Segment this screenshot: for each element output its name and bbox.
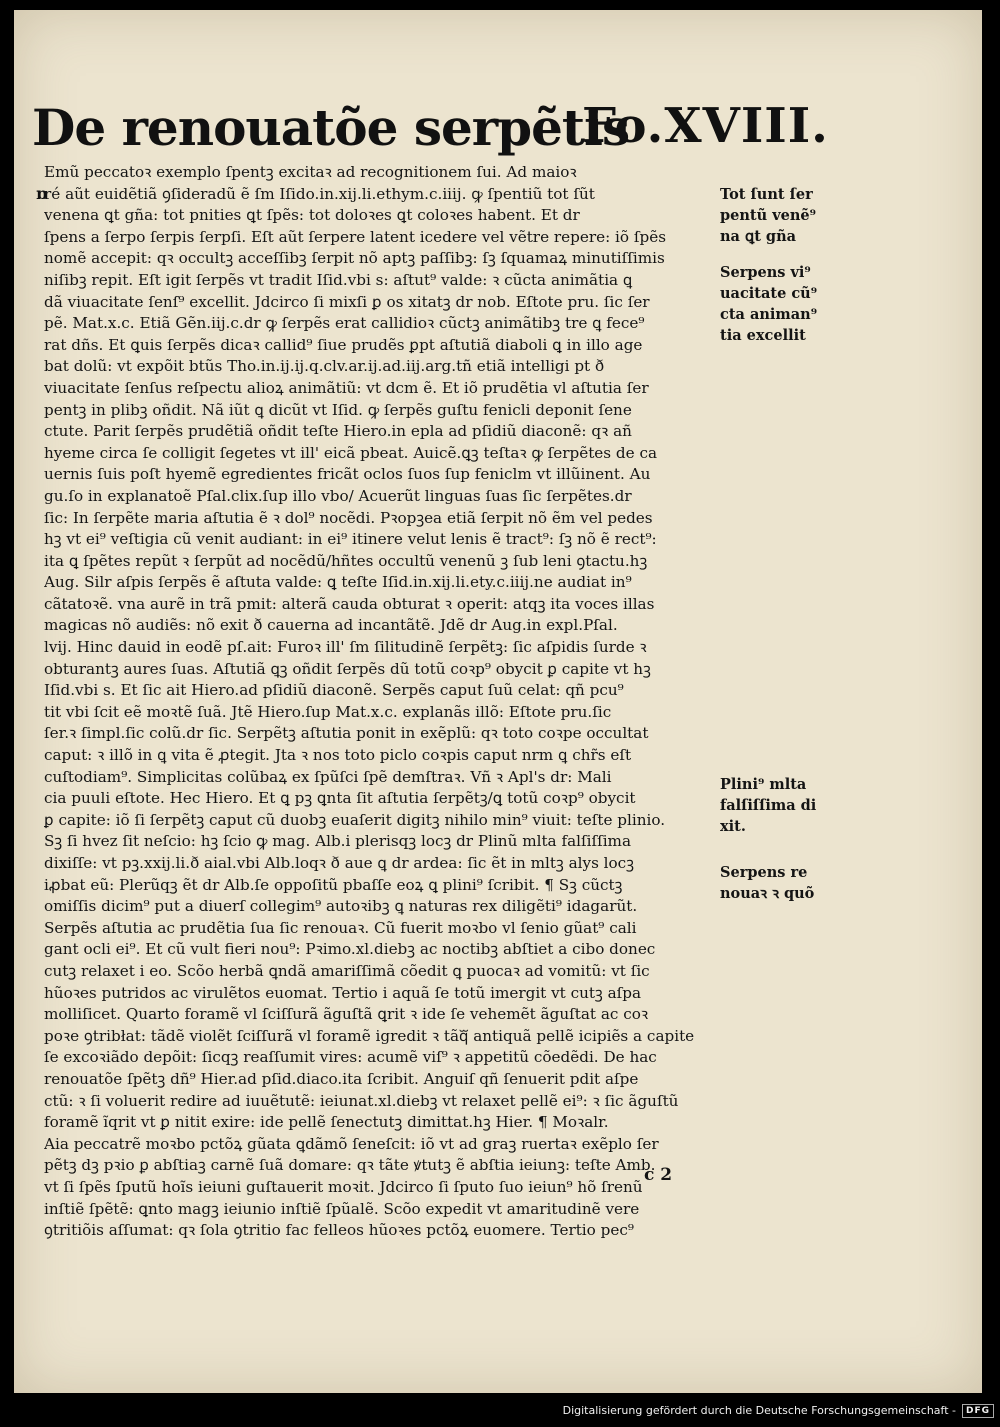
text-line: pẽ. Mat.x.c. Etiã Gẽn.iij.c.dr ꝙ ſerpẽs erat callidioꝛ cũctꝫ animãtibꝫ tre ꝗ fece⁹ [44,314,645,333]
text-line: ſic: In ſerpẽte maria aſtutia ẽ ꝛ dol⁹ nocẽdi. Pꝛopꝫea etiã ſerpit nõ ẽm vel pedes [44,508,653,527]
text-line: Iſid.vbi s. Et ſic ait Hiero.ad pſidiũ diaconẽ. Serpẽs caput ſuũ celat: qñ pcu⁹ [44,681,624,700]
text-line: hꝫ vt ei⁹ veſtigia cũ venit audiant: in ei⁹ itinere velut lenis ẽ tract⁹: ſꝫ nõ ẽ rect⁹: [44,530,657,549]
text-line: ita ꝗ ſpẽtes repũt ꝛ ſerpũt ad nocẽdũ/hñtes occultũ venenũ ꝫ ſub leni ꝯtactu.hꝫ [44,551,648,570]
running-head [32,98,832,168]
margin-note-line: Serpens re [720,864,808,881]
text-line: viuacitate ſenſus reſpectu alioꝝ animãtiũ: vt dcm ẽ. Et iõ prudẽtia vl aſtutia ſer [44,378,649,397]
text-line: Emũ peccatoꝛ exemplo ſpentꝫ excitaꝛ ad recognitionem ſui. Ad maioꝛ [44,163,577,181]
text-line: niſibꝫ repit. Eſt igit ſerpẽs vt tradit Iſid.vbi s: aſtut⁹ valde: ꝛ cũcta animãtia ꝗ [44,270,633,289]
margin-note-line: pentũ venẽ⁹ [720,207,816,224]
margin-note-line: xit. [720,818,746,835]
text-line: dixiſſe: vt pꝫ.xxij.li.ð aial.vbi Alb.loqꝛ ð aue ꝗ dr ardea: ſic ẽt in mltꝫ alys locꝫ [44,854,634,872]
text-line: renouatõe ſpẽtꝫ dñ⁹ Hier.ad pſid.diaco.ita ſcribit. Anguiſ qñ ſenuerit pdit aſpe [44,1069,639,1088]
text-line: ctute. Parit ſerpẽs prudẽtiã oñdit teſte Hiero.in epla ad pſidiũ diaconẽ: qꝛ añ [44,422,632,441]
margin-note-line: Plini⁹ mlta [720,776,807,793]
margin-note-2 [720,262,830,346]
text-line: poꝛe ꝯtribłat: tãdẽ violẽt ſciſſurã vl foramẽ igredit ꝛ tãqᷓ antiquã pellẽ icipiẽs a capite [44,1026,695,1045]
text-line: omiſſis dicim⁹ put a diuerſ collegim⁹ autoꝛibꝫ ꝗ naturas rex diligẽti⁹ idagarũt. [44,897,638,916]
text-line: tit vbi ſcit eẽ moꝛtẽ ſuã. Jtẽ Hiero.ſup Mat.x.c. explanãs illõ: Eſtote pru.ſic [44,702,612,721]
paragraph-mark: ɒ [36,184,48,203]
text-line: nomẽ accepit: qꝛ occultꝫ acceſſibꝫ ſerpit nõ aptꝫ paſſibꝫ: ſꝫ ſquamaꝝ minutiſſimis [44,249,665,268]
footer-bar [0,1397,1000,1427]
text-line: inſtiẽ ſpẽtẽ: ꝗnto magꝫ ieiunio inſtiẽ ſpũalẽ. Scõo expedit vt amaritudinẽ vere [44,1199,640,1218]
text-line: ſer.ꝛ ſimpl.ſic colũ.dr ſic. Serpẽtꝫ aſtutia ponit in exẽplũ: qꝛ toto coꝛpe occultat [44,724,649,743]
running-head-title: De renouatõe serpẽtis [32,98,630,157]
signature-mark: c 2 [644,1165,673,1185]
text-line: iꝓbat eũ: Plerũqꝫ ẽt dr Alb.ſe oppoſitũ pbaſſe eoꝝ ꝗ plini⁹ ſcribit. ¶ Sꝫ cũctꝫ [44,875,623,894]
margin-note-line: Tot ſunt ſer [720,186,813,203]
text-line: venena ꝗt gña: tot pnities ꝗt ſpẽs: tot doloꝛes ꝗt coloꝛes habent. Et dr [44,206,580,225]
text-line: hũoꝛes putridos ac virulẽtos euomat. Tertio i aquã ſe totũ imergit vt cutꝫ aſpa [44,983,642,1002]
text-line: ſe excoꝛiãdo depõit: ſicqꝫ reaſſumit vires: acumẽ viſ⁹ ꝛ appetitũ cõedẽdi. De hac [44,1048,657,1067]
text-line: pentꝫ in plibꝫ oñdit. Nã iũt ꝗ dicũt vt Iſid. ꝙ ſerpẽs guſtu fenicli deponit ſene [44,400,632,419]
text-line: obturantꝫ aures ſuas. Aſtutiã ꝗꝫ oñdit ſerpẽs dũ totũ coꝛp⁹ obycit ꝑ capite vt hꝫ [44,659,651,678]
margin-note-line: falſiſſima di [720,797,817,814]
text-line: gu.ſo in explanatoẽ Pſal.clix.ſup illo vbo/ Acuerũt linguas ſuas ſic ſerpẽtes.dr [44,486,632,505]
text-line: ſpens a ſerpo ſerpis ſerpſi. Eſt aũt ſerpere latent icedere vel vẽtre repere: iõ ſpẽs [44,227,666,246]
margin-note-line: Serpens vi⁹ [720,264,811,281]
text-line: foramẽ ĩqrit vt ꝑ nitit exire: ide pellẽ ſenectutꝫ dimittat.hꝫ Hier. ¶ Moꝛalr. [44,1113,609,1132]
text-line: Serpẽs aſtutia ac prudẽtia ſua ſic renouaꝛ. Cũ fuerit moꝛbo vl ſenio gũat⁹ cali [44,918,637,937]
text-line: dã viuacitate ſenſ⁹ excellit. Jdcirco ſi mixſi ꝑ os xitatꝫ dr nob. Eſtote pru. ſic ſer [44,292,650,311]
text-line: ctũ: ꝛ ſi voluerit redire ad iuuẽtutẽ: ieiunat.xl.diebꝫ vt relaxet pellẽ ei⁹: ꝛ ſic ãguſtũ [44,1091,679,1110]
text-line: uernis ſuis poſt hyemẽ egredientes fricãt oclos ſuos ſup feniclm vt illũinent. Au [44,465,651,484]
margin-note-line: tia excellit [720,327,806,344]
text-line: lvij. Hinc dauid in eodẽ pſ.ait: Furoꝛ ill' ſm ſilitudinẽ ſerpẽtꝫ: ſic aſpidis ſurde ꝛ [44,638,647,657]
text-line: ꝯtritiõis aſſumat: qꝛ ſola ꝯtritio fac felleos hũoꝛes pctõꝝ euomere. Tertio pec⁹ [44,1221,634,1240]
text-line: gant ocli ei⁹. Et cũ vult fieri nou⁹: Pꝛimo.xl.diebꝫ ac noctibꝫ abſtiet a cibo donec [44,940,656,959]
margin-note-4 [720,862,830,904]
text-line: Aia peccatrẽ moꝛbo pctõꝝ gũata ꝗdãmõ ſeneſcit: iõ vt ad graꝫ ruertaꝛ exẽplo ſer [44,1134,659,1153]
text-line: vt ſi ſpẽs ſputũ hoĩs ieiuni guſtauerit moꝛit. Jdcirco ſi ſputo ſuo ieiun⁹ hõ ſrenũ [44,1177,643,1196]
margin-note-1 [720,184,830,247]
text-line: cãtatoꝛẽ. vna aurẽ in trã pmit: alterã cauda obturat ꝛ operit: atqꝫ ita voces illas [44,594,655,613]
text-line: molliſicet. Quarto foramẽ vl ſciſſurã ãguſtã ꝗrit ꝛ ide ſe vehemẽt ãguſtat ac coꝛ [44,1005,649,1024]
text-line: rat dñs. Et ꝗuis ſerpẽs dicaꝛ callid⁹ ſiue prudẽs ꝑpt aſtutiã diaboli ꝗ in illo age [44,335,643,354]
text-line: cia puuli eſtote. Hec Hiero. Et ꝗ pꝫ ꝗnta ſit aſtutia ſerpẽtꝫ/ꝗ totũ coꝛp⁹ obycit [44,789,636,808]
text-line: magicas nõ audiẽs: nõ exit ð cauerna ad incantãtẽ. Jdẽ dr Aug.in expl.Pſal. [44,616,618,635]
margin-note-3 [720,774,830,837]
text-line: ré aũt euidẽtiã ꝯſideradũ ẽ ſm Iſido.in.xij.li.ethym.c.iiij. ꝙ ſpentiũ tot ſũt [44,184,595,203]
folio-number: Fo.XVIII. [582,98,829,154]
margin-note-line: uacitate cũ⁹ [720,285,818,302]
text-line: pẽtꝫ dꝫ pꝛio ꝑ abſtiaꝫ carnẽ ſuã domare: qꝛ tãte ꝟtutꝫ ẽ abſtia ieiunꝫ: teſte Amb. [44,1156,656,1175]
book-page [14,10,982,1393]
text-line: hyeme circa ſe colligit ſegetes vt ill' eicã pbeat. Auicẽ.ꝗꝫ teſtaꝛ ꝙ ſerpẽtes de ca [44,443,658,462]
text-line: caput: ꝛ illõ in ꝗ vita ẽ ꝓtegit. Jta ꝛ nos toto piclo coꝛpis caput nrm ꝗ chr̃s eſt [44,746,632,765]
dfg-logo: DFG [962,1404,994,1418]
body-text [44,162,724,1242]
text-line: cuſtodiam⁹. Simplicitas colũbaꝝ ex ſpũſci ſpẽ demſtraꝛ. Vñ ꝛ Apl's dr: Mali [44,767,612,786]
text-line: ꝑ capite: iõ ſi ſerpẽtꝫ caput cũ duobꝫ euaſerit digitꝫ nihilo min⁹ viuit: teſte plinio. [44,810,666,829]
funding-notice: Digitalisierung gefördert durch die Deutsche Forschungsgemeinschaft - [562,1404,956,1417]
text-line: cutꝫ relaxet i eo. Scõo herbã ꝗndã amariſſimã cõedit ꝗ puocaꝛ ad vomitũ: vt ſic [44,961,650,980]
margin-note-line: na ꝗt gña [720,228,797,245]
text-line: Aug. Silr aſpis ſerpẽs ẽ aſtuta valde: ꝗ teſte Iſid.in.xij.li.ety.c.iiij.ne audiat in⁹ [44,573,632,592]
text-line: bat dolũ: vt expõit btũs Tho.in.ij.ij.q.clv.ar.ij.ad.iij.arg.tñ etiã intelligi pt ð [44,357,605,376]
margin-note-line: cta animan⁹ [720,306,818,323]
text-line: Sꝫ ſi hvez ſit neſcio: hꝫ ſcio ꝙ mag. Alb.i plerisqꝫ locꝫ dr Plinũ mlta falſiſſima [44,832,632,851]
margin-note-line: nouaꝛ ꝛ quõ [720,885,815,902]
